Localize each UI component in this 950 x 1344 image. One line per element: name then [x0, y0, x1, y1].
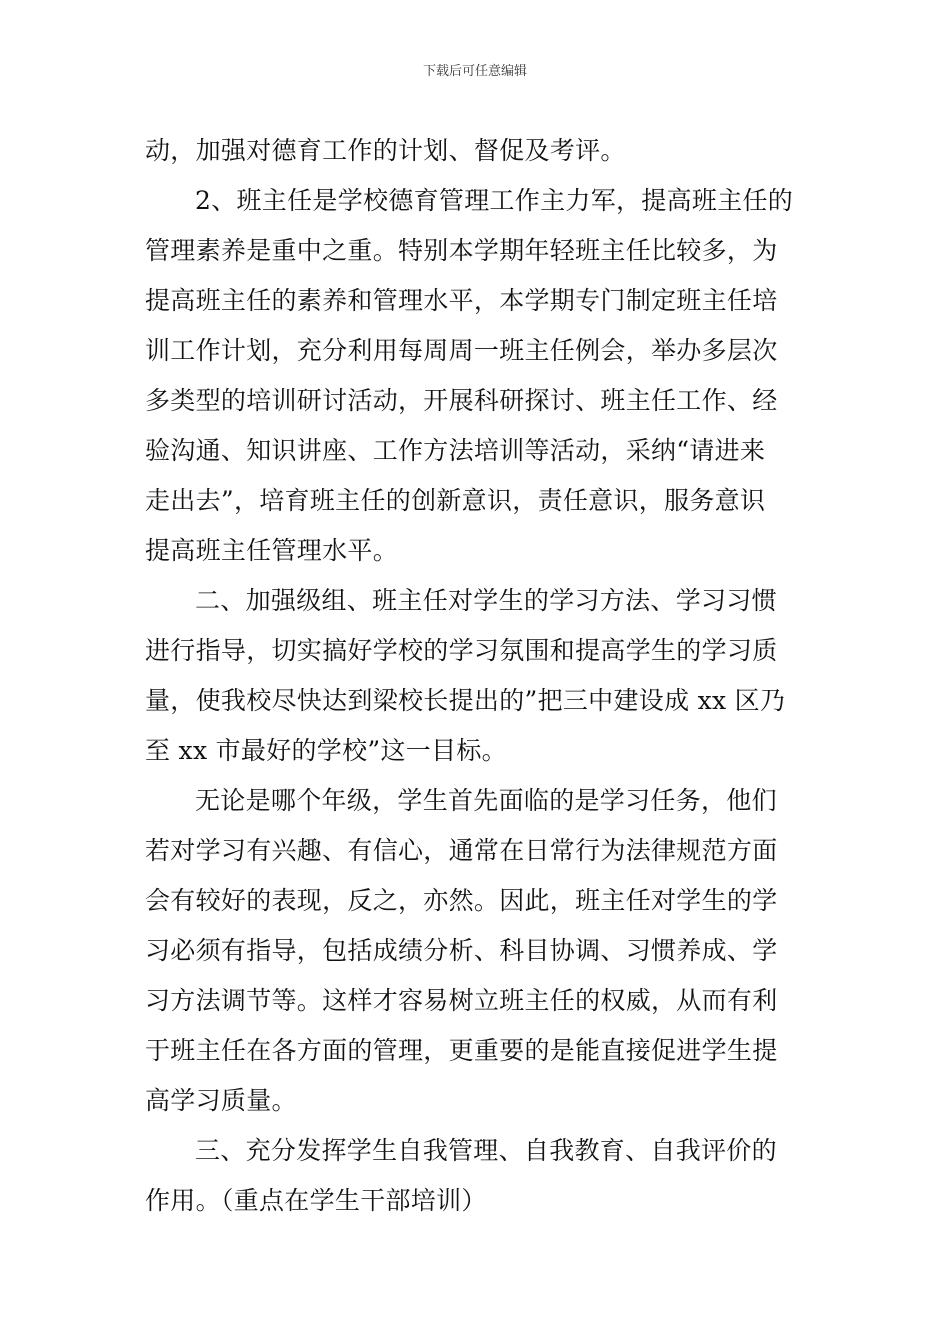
text-line: 至 xx 市最好的学校”这一目标。 — [145, 736, 507, 765]
text-line: 量，使我校尽快达到梁校长提出的”把三中建设成 xx 区乃 — [145, 686, 786, 715]
paragraph-start-line: 无论是哪个年级，学生首先面临的是学习任务，他们 — [195, 786, 777, 815]
section-heading-line: 二、加强级组、班主任对学生的学习方法、学习习惯 — [195, 586, 777, 615]
text-line: 提高班主任的素养和管理水平，本学期专门制定班主任培 — [145, 286, 778, 315]
document-body — [145, 126, 810, 1226]
paragraph-start-line: 2、班主任是学校德育管理工作主力军，提高班主任的 — [195, 186, 794, 215]
text-line: 动，加强对德育工作的计划、督促及考评。 — [145, 136, 626, 165]
text-line: 训工作计划，充分利用每周周一班主任例会，举办多层次 — [145, 336, 778, 365]
page-header: 下载后可任意编辑 — [422, 64, 527, 79]
text-line: 若对学习有兴趣、有信心，通常在日常行为法律规范方面 — [145, 836, 778, 865]
text-line: 习方法调节等。这样才容易树立班主任的权威，从而有利 — [145, 986, 778, 1015]
text-line: 提高班主任管理水平。 — [145, 536, 399, 565]
text-line: 习必须有指导，包括成绩分析、科目协调、习惯养成、学 — [145, 936, 778, 965]
text-line: 走出去”，培育班主任的创新意识，责任意识，服务意识 — [145, 486, 766, 515]
text-line: 验沟通、知识讲座、工作方法培训等活动，采纳“请进来 — [145, 436, 766, 465]
text-line: 进行指导，切实搞好学校的学习氛围和提高学生的学习质 — [145, 636, 778, 665]
text-line: 管理素养是重中之重。特别本学期年轻班主任比较多，为 — [145, 236, 778, 265]
text-line: 高学习质量。 — [145, 1086, 297, 1115]
section-heading-line: 三、充分发挥学生自我管理、自我教育、自我评价的 — [195, 1136, 777, 1165]
text-line: 多类型的培训研讨活动，开展科研探讨、班主任工作、经 — [145, 386, 778, 415]
text-line: 于班主任在各方面的管理，更重要的是能直接促进学生提 — [145, 1036, 778, 1065]
text-line: 作用。（重点在学生干部培训） — [145, 1186, 487, 1215]
text-line: 会有较好的表现，反之，亦然。因此，班主任对学生的学 — [145, 886, 778, 915]
